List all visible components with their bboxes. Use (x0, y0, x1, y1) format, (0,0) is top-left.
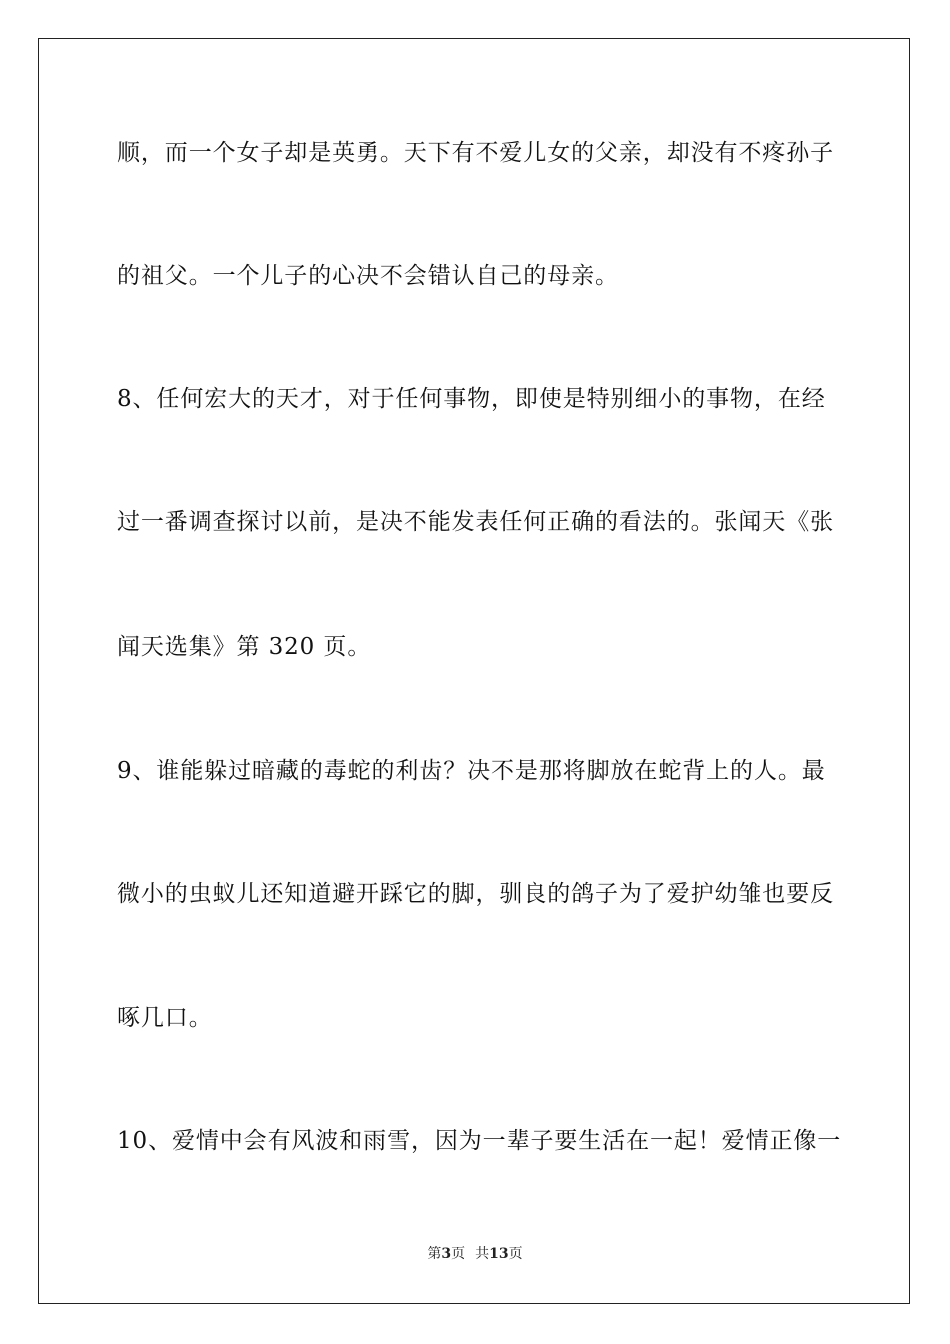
page-number: 3 (441, 1246, 452, 1262)
text-line-4: 过一番调查探讨以前，是决不能发表任何正确的看法的。张闻天《张 (117, 509, 834, 535)
page-footer (0, 1245, 950, 1263)
page-border (38, 38, 910, 1304)
page-prefix: 第 (427, 1246, 442, 1262)
page-suffix: 页 (451, 1246, 466, 1262)
text-line-9: 10、爱情中会有风波和雨雪，因为一辈子要生活在一起！爱情正像一 (117, 1128, 842, 1154)
total-suffix: 页 (508, 1246, 523, 1262)
text-line-1: 顺，而一个女子却是英勇。天下有不爱儿女的父亲，却没有不疼孙子 (117, 140, 834, 166)
text-line-3: 8、任何宏大的天才，对于任何事物，即使是特别细小的事物，在经 (117, 386, 826, 412)
total-prefix: 共 (475, 1246, 490, 1262)
text-line-7: 微小的虫蚁儿还知道避开踩它的脚，驯良的鸽子为了爱护幼雏也要反 (117, 881, 834, 907)
text-line-6: 9、谁能躲过暗藏的毒蛇的利齿？决不是那将脚放在蛇背上的人。最 (117, 758, 826, 784)
text-line-5: 闻天选集》第 320 页。 (117, 634, 372, 660)
text-line-8: 啄几口。 (117, 1005, 213, 1031)
text-line-2: 的祖父。一个儿子的心决不会错认自己的母亲。 (117, 263, 619, 289)
total-pages: 13 (489, 1246, 509, 1262)
